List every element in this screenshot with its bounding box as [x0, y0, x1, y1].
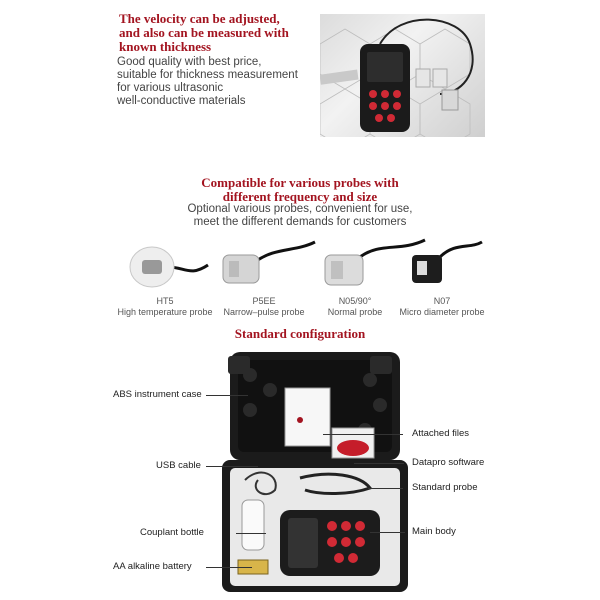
top-heading — [119, 12, 319, 54]
gauge-photo — [320, 14, 485, 137]
callout-line — [370, 532, 405, 533]
probe-caption-n07: N07 Micro diameter probe — [399, 296, 485, 317]
callout-line — [206, 567, 252, 568]
probe-caption-n05: N05/90° Normal probe — [327, 296, 383, 317]
p5ee-probe-image — [215, 237, 325, 297]
callout-line — [323, 434, 403, 435]
callout-line — [368, 488, 403, 489]
ht5-probe-image — [110, 237, 220, 297]
top-heading-line: The velocity can be adjusted, — [119, 11, 280, 26]
top-desc-line: for various ultrasonic — [117, 82, 224, 94]
probes-desc-line: meet the different demands for customers — [193, 216, 407, 228]
n07-probe-image — [400, 237, 510, 297]
probes-description — [0, 203, 600, 229]
probes-heading-line: different frequency and size — [222, 189, 378, 204]
label-usb-cable: USB cable — [156, 460, 201, 471]
probes-heading — [0, 176, 600, 204]
top-desc-line: Good quality with best price, — [117, 56, 262, 68]
top-heading-line: known thickness — [119, 39, 212, 54]
top-desc-line: well-conductive materials — [117, 95, 246, 107]
top-heading-line: and also can be measured with — [119, 25, 289, 40]
callout-line — [206, 466, 258, 467]
label-datapro-software: Datapro software — [412, 457, 485, 468]
probe-caption-p5ee: P5EE Narrow–pulse probe — [223, 296, 305, 317]
label-main-body: Main body — [412, 526, 456, 537]
label-couplant-bottle: Couplant bottle — [140, 527, 204, 538]
label-attached-files: Attached files — [412, 428, 470, 439]
instrument-case-image — [220, 350, 410, 595]
probe-caption-ht5: HT5 High temperature probe — [117, 296, 213, 317]
probes-desc-line: Optional various probes, convenient for use, — [187, 203, 413, 215]
probes-heading-line: Compatible for various probes with — [201, 175, 399, 190]
label-abs-case: ABS instrument case — [113, 389, 202, 400]
label-aa-battery: AA alkaline battery — [113, 561, 192, 572]
callout-line — [206, 395, 248, 396]
callout-line — [354, 463, 404, 464]
callout-line — [236, 533, 266, 534]
standard-config-title: Standard configuration — [234, 326, 366, 341]
top-description — [117, 56, 327, 108]
top-desc-line: suitable for thickness measurement — [117, 69, 298, 81]
label-standard-probe: Standard probe — [412, 482, 478, 493]
